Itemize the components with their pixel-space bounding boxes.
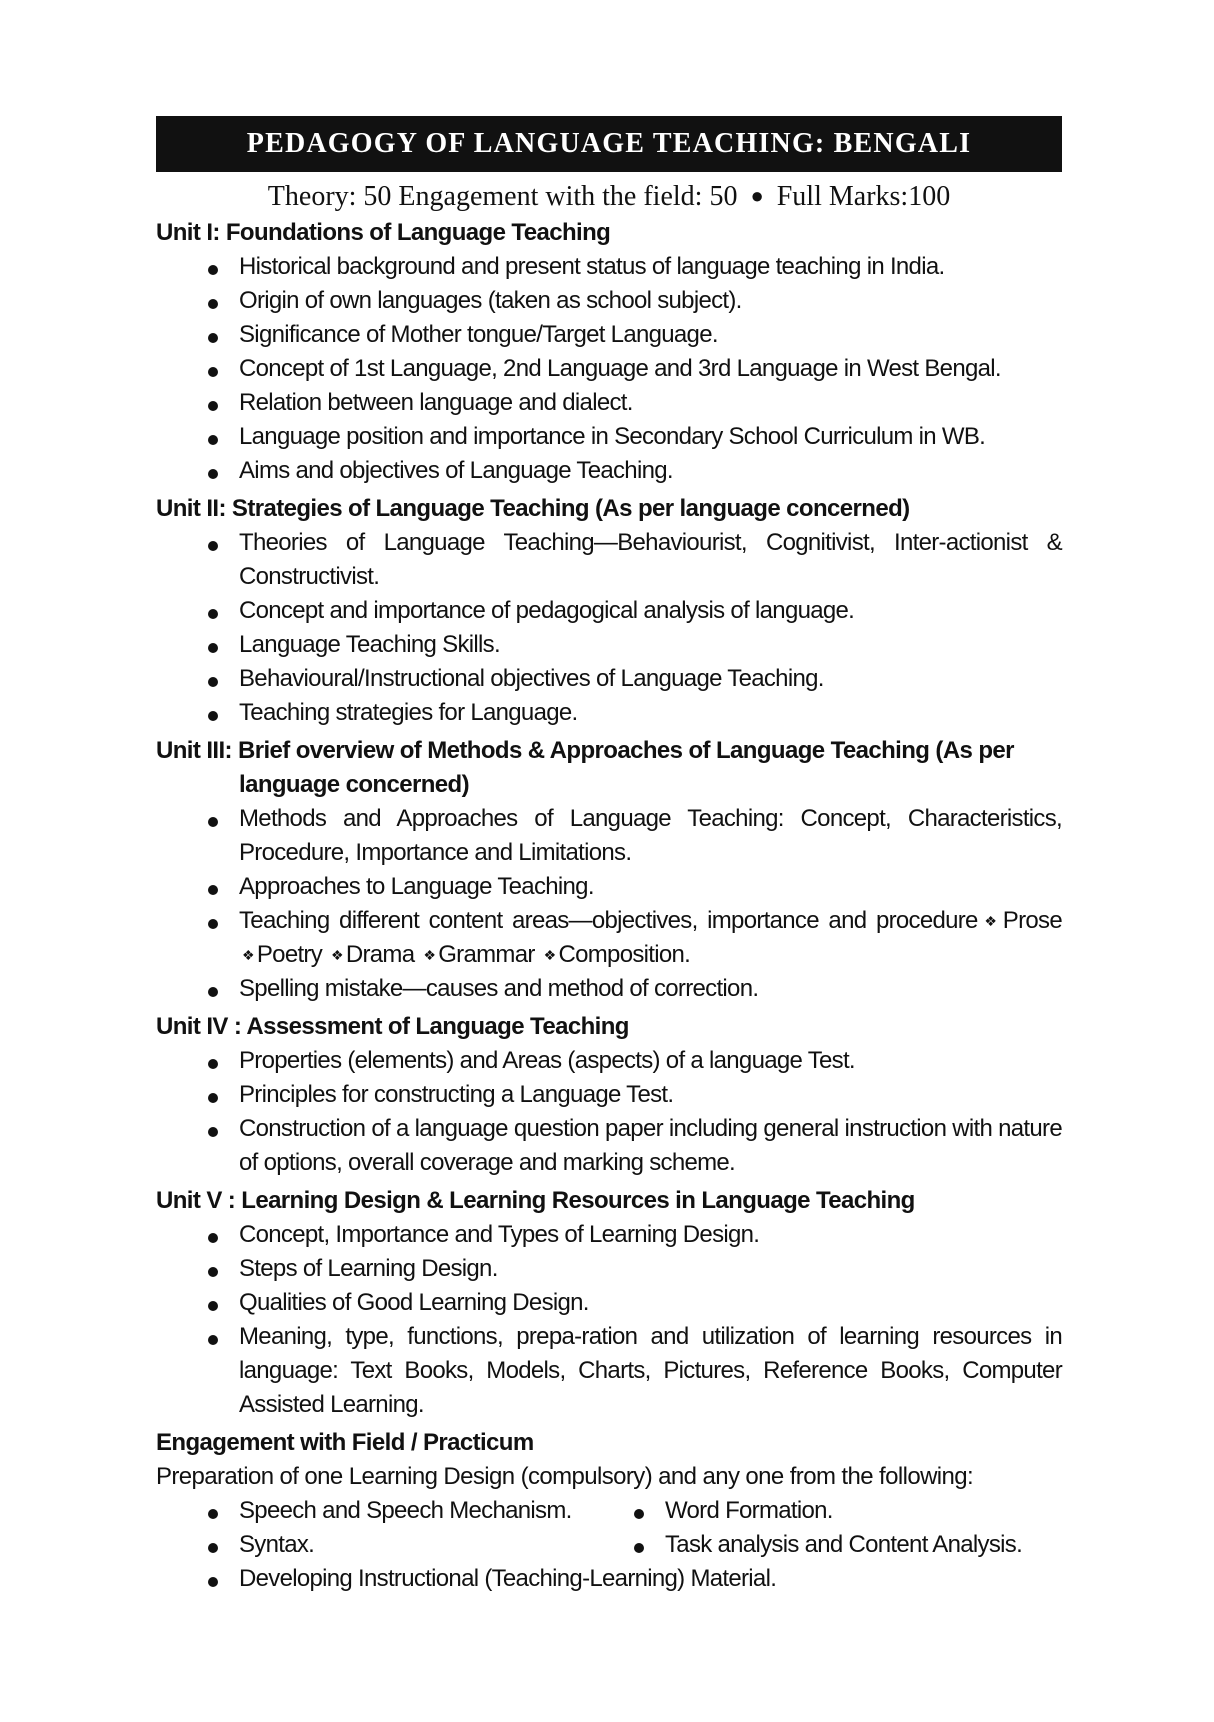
list-item: Historical background and present status of language teaching in India. [206,250,1062,284]
practicum-options [156,1494,1062,1562]
list-item: Spelling mistake—causes and method of correction. [206,972,1062,1006]
unit-3-list [156,802,1062,1006]
content-area-prose: Prose [1002,907,1062,934]
content-area-grammar: Grammar [438,941,535,968]
unit-4-heading: Unit IV : Assessment of Language Teaching [156,1013,629,1040]
syllabus-page [156,0,1062,1596]
list-item: Teaching strategies for Language. [206,696,1062,730]
list-item: Language Teaching Skills. [206,628,1062,662]
unit-1-list [156,250,1062,488]
content-areas-lead: Teaching different content areas—objectives, importance and procedure [239,907,978,934]
list-item: Construction of a language question paper including general instruction with nature of options, overall coverage and marking scheme. [206,1112,1062,1180]
list-item: Meaning, type, functions, prepa-ration and utilization of learning resources in language: Text Books, Models, Charts, Pictures, Reference Books, Computer Assisted Learning. [206,1320,1062,1422]
list-item: Speech and Speech Mechanism. [206,1494,632,1528]
diamond-icon: ❖ [242,947,254,963]
unit-2-heading: Unit II: Strategies of Language Teaching (As per language concerned) [156,495,910,522]
unit-1-heading: Unit I: Foundations of Language Teaching [156,219,611,246]
list-item: Approaches to Language Teaching. [206,870,1062,904]
diamond-icon: ❖ [980,913,1000,929]
content-area-drama: Drama [345,941,415,968]
list-item: Methods and Approaches of Language Teaching: Concept, Characteristics, Procedure, Importance and Limitations. [206,802,1062,870]
diamond-icon: ❖ [543,947,556,963]
list-item: Steps of Learning Design. [206,1252,1062,1286]
list-item: Concept and importance of pedagogical analysis of language. [206,594,1062,628]
list-item: Language position and importance in Secondary School Curriculum in WB. [206,420,1062,454]
practicum-left-list [206,1494,632,1562]
list-item: Concept of 1st Language, 2nd Language and 3rd Language in West Bengal. [206,352,1062,386]
unit-3-heading: Unit III: Brief overview of Methods & Approaches of Language Teaching (As per language concerned) [156,737,1014,798]
list-item: Syntax. [206,1528,632,1562]
list-item: Relation between language and dialect. [206,386,1062,420]
list-item: Origin of own languages (taken as school subject). [206,284,1062,318]
practicum-intro: Preparation of one Learning Design (compulsory) and any one from the following: [156,1463,974,1490]
unit-5-heading: Unit V : Learning Design & Learning Resources in Language Teaching [156,1187,915,1214]
practicum-right-list [632,1494,1022,1562]
unit-4-list [156,1044,1062,1180]
theory-engagement-marks: Theory: 50 Engagement with the field: 50 [267,181,738,212]
bullet-icon: ● [750,183,764,208]
diamond-icon: ❖ [331,947,343,963]
practicum-heading: Engagement with Field / Practicum [156,1429,534,1456]
diamond-icon: ❖ [423,947,436,963]
content-area-poetry: Poetry [256,941,323,968]
list-item: Word Formation. [632,1494,1022,1528]
list-item: Significance of Mother tongue/Target Language. [206,318,1062,352]
practicum-last-list [156,1562,1062,1596]
list-item: Aims and objectives of Language Teaching. [206,454,1062,488]
list-item: Theories of Language Teaching—Behaviourist, Cognitivist, Inter-actionist & Constructivist. [206,526,1062,594]
full-marks: Full Marks:100 [776,181,951,212]
list-item: Concept, Importance and Types of Learning Design. [206,1218,1062,1252]
unit-5-list [156,1218,1062,1422]
list-item: Task analysis and Content Analysis. [632,1528,1022,1562]
list-item: Properties (elements) and Areas (aspects) of a language Test. [206,1044,1062,1078]
page-title: PEDAGOGY OF LANGUAGE TEACHING: BENGALI [156,116,1062,172]
list-item: Qualities of Good Learning Design. [206,1286,1062,1320]
list-item: Developing Instructional (Teaching-Learning) Material. [206,1562,1062,1596]
list-item: Principles for constructing a Language Test. [206,1078,1062,1112]
marks-summary [156,176,1062,216]
unit-2-list [156,526,1062,730]
list-item: Behavioural/Instructional objectives of Language Teaching. [206,662,1062,696]
list-item-content-areas [206,904,1062,972]
content-area-composition: Composition. [558,941,691,968]
